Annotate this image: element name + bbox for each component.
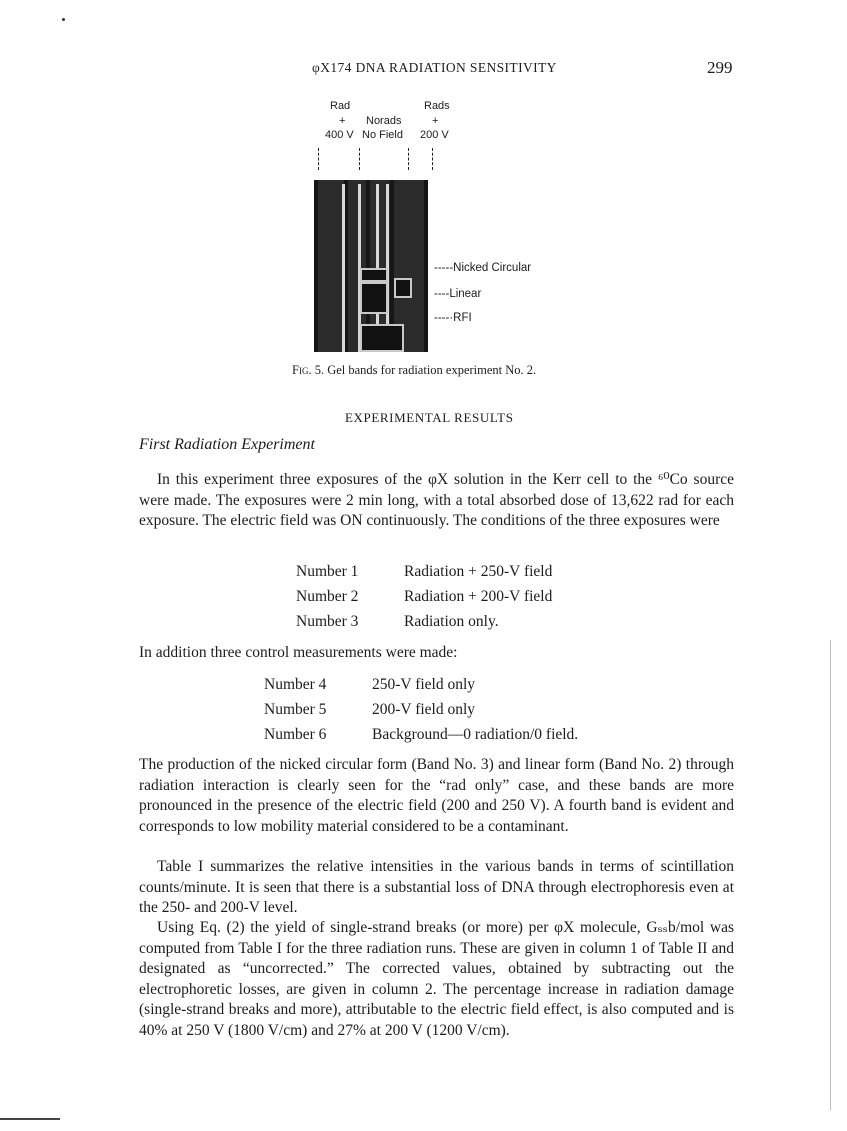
lane-label-1-line2: +	[339, 115, 346, 127]
gel-band	[394, 278, 412, 298]
gel-lane-edge	[342, 184, 345, 352]
band-label-rfi: ----·RFI	[434, 312, 472, 324]
list-item: Number 5 200-V field only	[264, 701, 476, 718]
section-heading: EXPERIMENTAL RESULTS	[345, 410, 514, 425]
scan-speck	[62, 18, 65, 21]
lane-label-3-line3: 200 V	[420, 129, 449, 141]
running-title: φX174 DNA RADIATION SENSITIVITY	[312, 60, 557, 75]
lane-label-3-line1: Rads	[424, 100, 450, 112]
band-label-nicked-circular: -----Nicked Circular	[434, 262, 532, 274]
subsection-heading: First Radiation Experiment	[139, 436, 315, 453]
lane-label-3-line2: +	[432, 115, 439, 127]
gel-lane	[318, 180, 344, 352]
paragraph-3: The production of the nicked circular form (Band No. 3) and linear form (Band No. 2) through radiation interaction is clearly seen for the “rad only” case, and these bands are more pronounced in the presence of the electric field (200 and 250 V). A fourth band is evident and corresponds to low mobility material considered to be a contaminant.	[139, 756, 734, 835]
control-list	[264, 672, 578, 747]
paragraph-1: In this experiment three exposures of the φX solution in the Kerr cell to the ⁶⁰Co source were made. The exposures were 2 min long, with a total absorbed dose of 13,622 rad for each exposure. The electric field was ON continuously. The conditions of the three exposures were	[139, 471, 734, 529]
lane-marker	[359, 148, 360, 170]
paragraph-2: In addition three control measurements were made:	[139, 644, 458, 661]
band-label-linear: ----Linear	[434, 288, 482, 300]
scan-edge-mark	[0, 1118, 60, 1120]
lane-label-1-line1: Rad	[330, 100, 351, 112]
paragraph-4: Table I summarizes the relative intensities in the various bands in terms of scintillation counts/minute. It is seen that there is a substantial loss of DNA through electrophoresis even at the 250- and 200-V level.	[139, 858, 734, 916]
exposure-list	[296, 559, 552, 634]
gel-band	[360, 268, 388, 282]
list-item: Number 2 Radiation + 200-V field	[296, 588, 553, 605]
lane-marker	[318, 148, 319, 170]
lane-label-1-line3: 400 V	[325, 129, 354, 141]
gel-image	[314, 180, 428, 352]
scan-edge-line	[830, 640, 831, 1110]
list-item: Number 6 Background—0 radiation/0 field.	[264, 726, 579, 743]
figure-caption	[292, 363, 536, 378]
list-item: Number 4 250-V field only	[264, 676, 476, 693]
lane-label-2-line3: No Field	[362, 129, 403, 141]
gel-band	[360, 282, 388, 314]
lane-marker	[408, 148, 409, 170]
lane-marker	[432, 148, 433, 170]
caption-prefix: Fig. 5.	[292, 363, 325, 377]
caption-text: Gel bands for radiation experiment No. 2.	[327, 363, 537, 377]
list-item: Number 1 Radiation + 250-V field	[296, 563, 553, 580]
lane-label-2-line2: Norads	[366, 115, 402, 127]
page-number: 299	[707, 58, 733, 77]
list-item: Number 3 Radiation only.	[296, 613, 499, 630]
gel-band	[360, 324, 404, 352]
paragraph-5: Using Eq. (2) the yield of single-strand breaks (or more) per φX molecule, Gₛₛb/mol was computed from Table I for the three radiation runs. These are given in column 1 of Table II and designated as “uncorrected.” The corrected values, obtained by subtracting out the electrophoretic losses, are given in column 2. The percentage increase in radiation damage (single-strand breaks and more), attributable to the electric field effect, is also computed and is 40% at 250 V (1800 V/cm) and 27% at 200 V (1200 V/cm).	[139, 919, 734, 1039]
